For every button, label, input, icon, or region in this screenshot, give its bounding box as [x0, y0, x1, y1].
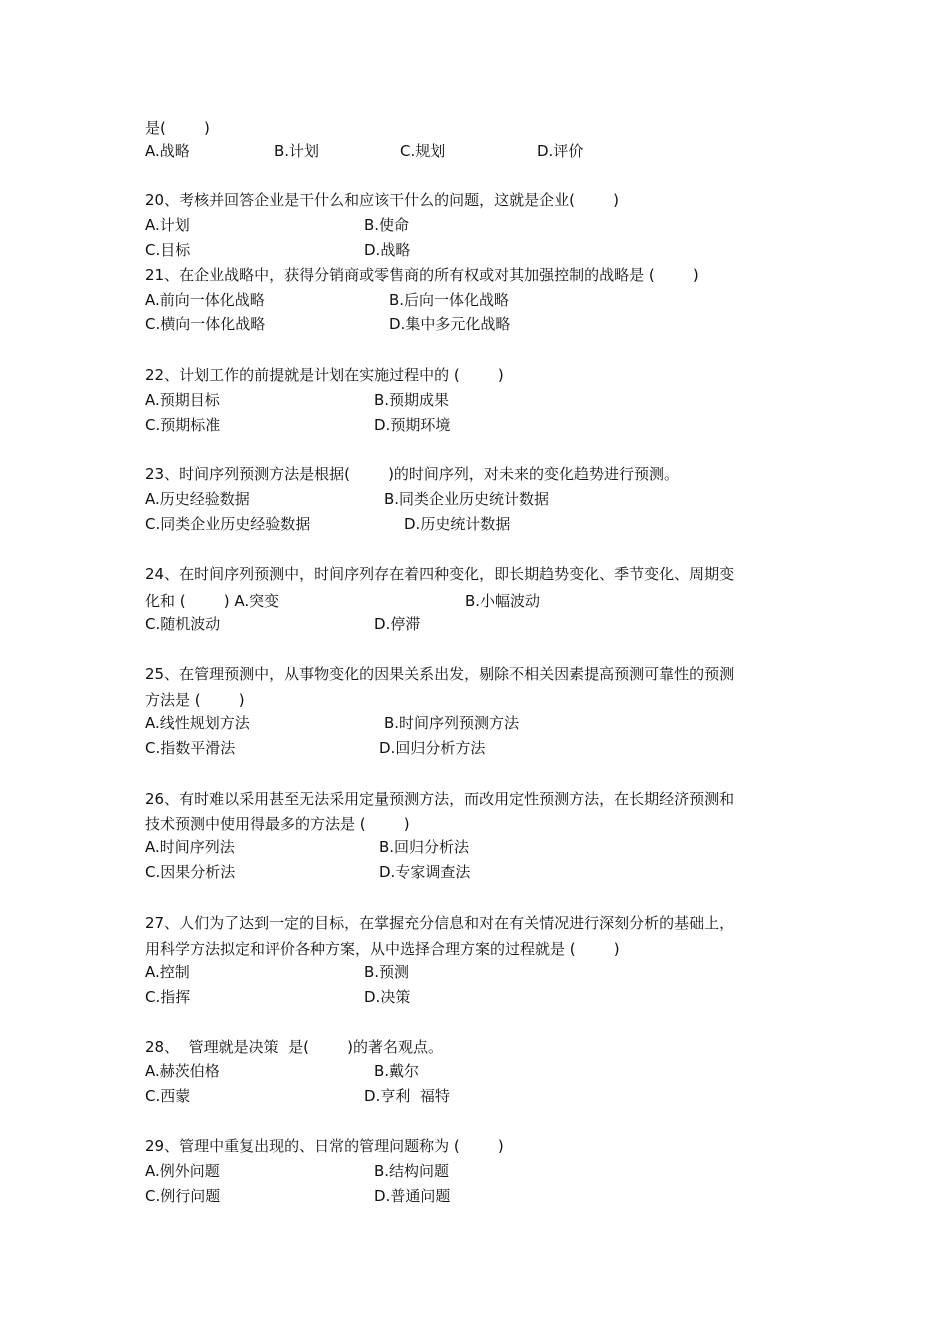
option-22-d: D.预期环境 [374, 416, 451, 434]
option-26-d: D.专家调查法 [379, 863, 471, 881]
option-25-c: C.指数平滑法 [145, 739, 236, 757]
option-22-a: A.预期目标 [145, 391, 220, 409]
question-27-line-2: 用科学方法拟定和评价各种方案，从中选择合理方案的过程就是 ( ) [145, 940, 620, 958]
option-24-d: D.停滞 [374, 615, 421, 633]
question-26: 26、有时难以采用甚至无法采用定量预测方法，而改用定性预测方法，在长期经济预测和 [145, 790, 735, 808]
option-21-d: D.集中多元化战略 [389, 315, 511, 333]
option-20-a: A.计划 [145, 216, 190, 234]
option-27-c: C.指挥 [145, 988, 191, 1006]
option-29-b: B.结构问题 [374, 1162, 450, 1180]
option-23-c: C.同类企业历史经验数据 [145, 515, 311, 533]
question-24: 24、在时间序列预测中，时间序列存在着四种变化，即长期趋势变化、季节变化、周期变 [145, 565, 735, 583]
option-23-a: A.历史经验数据 [145, 490, 250, 508]
question-25: 25、在管理预测中，从事物变化的因果关系出发，剔除不相关因素提高预测可靠性的预测 [145, 665, 735, 683]
question-21: 21、在企业战略中，获得分销商或零售商的所有权或对其加强控制的战略是 ( ) [145, 266, 699, 284]
option-27-a: A.控制 [145, 963, 190, 981]
option-29-a: A.例外问题 [145, 1162, 220, 1180]
option-25-a: A.线性规划方法 [145, 714, 250, 732]
option-25-d: D.回归分析方法 [379, 739, 486, 757]
question-19-tail: 是( ) [145, 119, 210, 137]
question-26-line-2: 技术预测中使用得最多的方法是 ( ) [145, 815, 410, 833]
option-20-c: C.目标 [145, 241, 191, 259]
option-19-d: D.评价 [537, 142, 584, 160]
option-23-b: B.同类企业历史统计数据 [384, 490, 550, 508]
option-19-b: B.计划 [274, 142, 320, 160]
question-24-line-2: 化和 ( ) A.突变 [145, 592, 280, 610]
option-26-c: C.因果分析法 [145, 863, 236, 881]
option-29-d: D.普通问题 [374, 1187, 451, 1205]
option-29-c: C.例行问题 [145, 1187, 221, 1205]
option-28-c: C.西蒙 [145, 1087, 191, 1105]
question-23: 23、时间序列预测方法是根据( )的时间序列，对未来的变化趋势进行预测。 [145, 465, 679, 483]
option-28-a: A.赫茨伯格 [145, 1062, 220, 1080]
option-26-b: B.回归分析法 [379, 838, 470, 856]
option-24-b: B.小幅波动 [465, 592, 541, 610]
option-19-c: C.规划 [400, 142, 446, 160]
option-26-a: A.时间序列法 [145, 838, 235, 856]
option-21-c: C.横向一体化战略 [145, 315, 266, 333]
option-28-b: B.戴尔 [374, 1062, 420, 1080]
option-25-b: B.时间序列预测方法 [384, 714, 520, 732]
option-22-c: C.预期标准 [145, 416, 221, 434]
option-24-c: C.随机波动 [145, 615, 221, 633]
option-21-a: A.前向一体化战略 [145, 291, 265, 309]
option-20-b: B.使命 [364, 216, 410, 234]
option-20-d: D.战略 [364, 241, 411, 259]
option-19-a: A.战略 [145, 142, 190, 160]
option-22-b: B.预期成果 [374, 391, 450, 409]
option-27-d: D.决策 [364, 988, 411, 1006]
question-29: 29、管理中重复出现的、日常的管理问题称为 ( ) [145, 1137, 504, 1155]
option-28-d: D.亨利 福特 [364, 1087, 450, 1105]
option-21-b: B.后向一体化战略 [389, 291, 510, 309]
question-22: 22、计划工作的前提就是计划在实施过程中的 ( ) [145, 366, 504, 384]
question-27: 27、人们为了达到一定的目标，在掌握充分信息和对在有关情况进行深刻分析的基础上， [145, 914, 735, 932]
question-20: 20、考核并回答企业是干什么和应该干什么的问题，这就是企业( ) [145, 191, 619, 209]
option-27-b: B.预测 [364, 963, 410, 981]
question-28: 28、 管理就是决策 是( )的著名观点。 [145, 1038, 444, 1056]
question-25-line-2: 方法是 ( ) [145, 691, 245, 709]
option-23-d: D.历史统计数据 [404, 515, 511, 533]
